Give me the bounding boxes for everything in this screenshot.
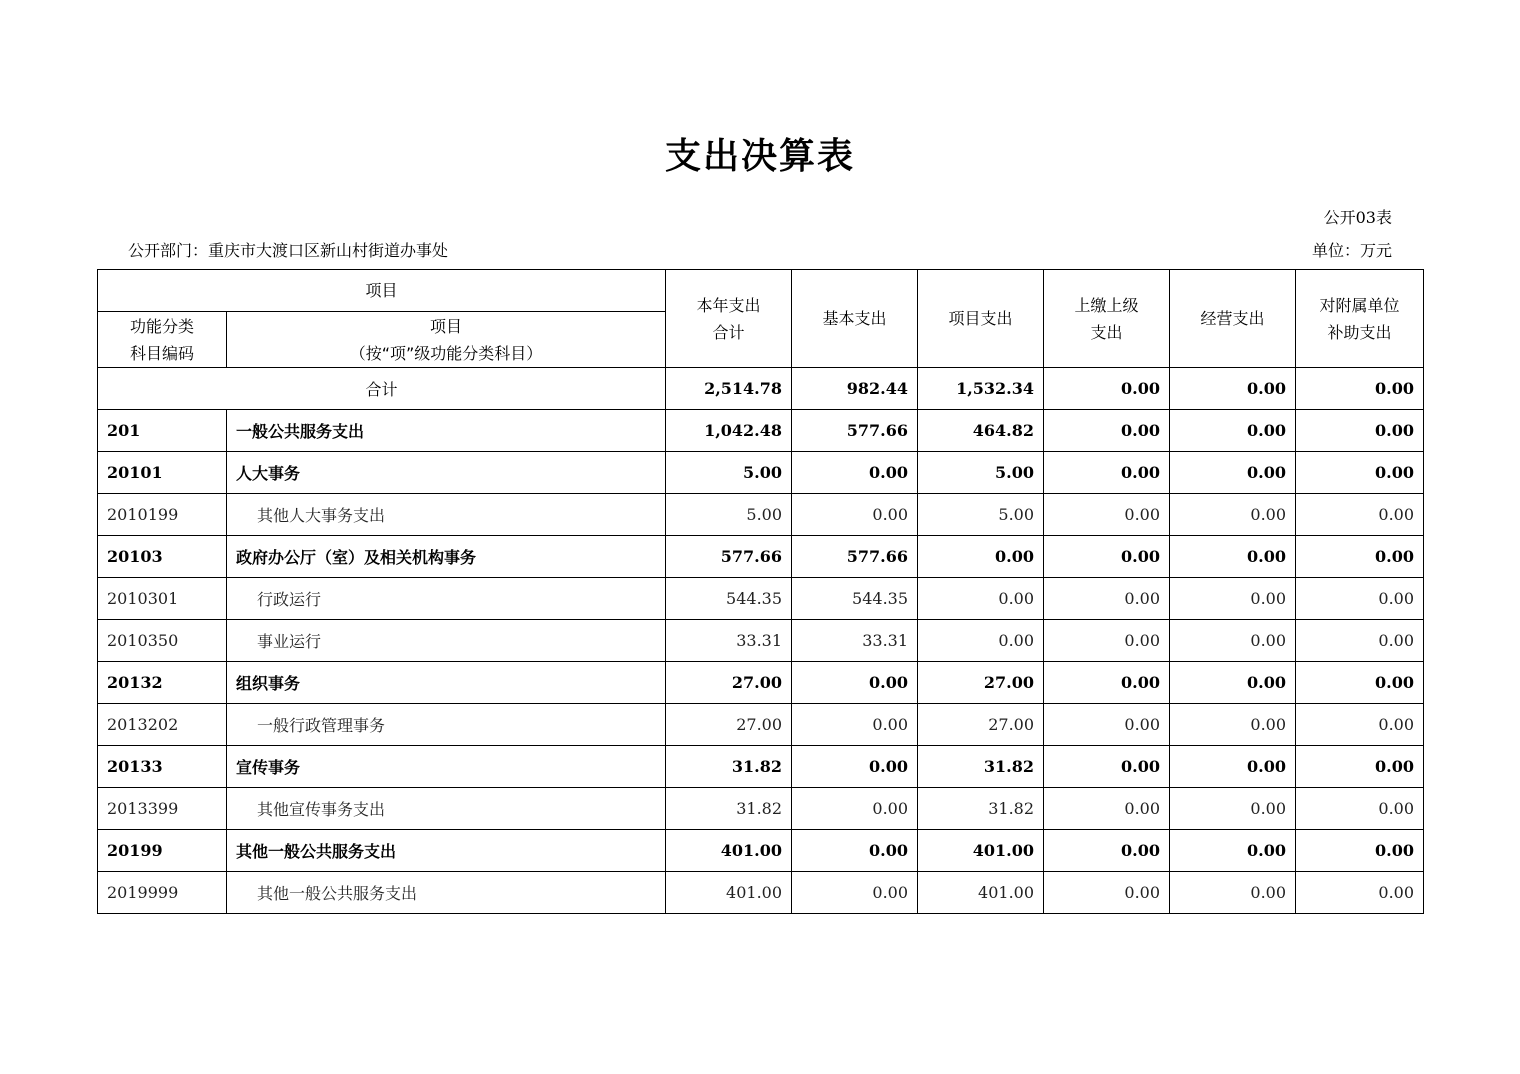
amount-cell: 31.82 bbox=[666, 746, 792, 788]
amount-cell: 27.00 bbox=[918, 662, 1044, 704]
amount-cell: 0.00 bbox=[1296, 830, 1424, 872]
amount-cell: 0.00 bbox=[1044, 746, 1170, 788]
amount-cell: 0.00 bbox=[792, 746, 918, 788]
amount-cell: 0.00 bbox=[1044, 830, 1170, 872]
amount-cell: 0.00 bbox=[1296, 662, 1424, 704]
department-label: 公开部门：重庆市大渡口区新山村街道办事处 bbox=[128, 241, 449, 260]
table-row bbox=[98, 620, 1424, 662]
amount-cell: 0.00 bbox=[1044, 620, 1170, 662]
subject-name: 其他一般公共服务支出 bbox=[227, 830, 666, 872]
amount-cell: 0.00 bbox=[1044, 662, 1170, 704]
amount-cell: 0.00 bbox=[1044, 536, 1170, 578]
subject-code: 20101 bbox=[98, 452, 227, 494]
amount-cell: 0.00 bbox=[918, 620, 1044, 662]
amount-cell: 27.00 bbox=[666, 662, 792, 704]
header-business: 经营支出 bbox=[1170, 270, 1296, 368]
form-number: 公开03表 bbox=[1323, 208, 1392, 227]
header-code: 功能分类 科目编码 bbox=[98, 312, 227, 368]
amount-cell: 0.00 bbox=[1044, 410, 1170, 452]
amount-cell: 0.00 bbox=[1296, 872, 1424, 914]
table-row bbox=[98, 662, 1424, 704]
subject-code: 20133 bbox=[98, 746, 227, 788]
subject-code: 20199 bbox=[98, 830, 227, 872]
amount-cell: 33.31 bbox=[666, 620, 792, 662]
amount-cell: 0.00 bbox=[1044, 704, 1170, 746]
amount-cell: 0.00 bbox=[1296, 704, 1424, 746]
amount-cell: 464.82 bbox=[918, 410, 1044, 452]
subject-code: 2019999 bbox=[98, 872, 227, 914]
amount-cell: 0.00 bbox=[1296, 410, 1424, 452]
amount-cell: 0.00 bbox=[1044, 578, 1170, 620]
amount-cell: 31.82 bbox=[918, 788, 1044, 830]
total-value: 0.00 bbox=[1170, 368, 1296, 410]
amount-cell: 31.82 bbox=[666, 788, 792, 830]
amount-cell: 0.00 bbox=[918, 536, 1044, 578]
amount-cell: 5.00 bbox=[918, 494, 1044, 536]
amount-cell: 0.00 bbox=[1170, 662, 1296, 704]
amount-cell: 0.00 bbox=[1044, 494, 1170, 536]
amount-cell: 0.00 bbox=[1170, 536, 1296, 578]
amount-cell: 31.82 bbox=[918, 746, 1044, 788]
amount-cell: 0.00 bbox=[792, 872, 918, 914]
subject-code: 20132 bbox=[98, 662, 227, 704]
subject-code: 2010350 bbox=[98, 620, 227, 662]
amount-cell: 401.00 bbox=[918, 872, 1044, 914]
amount-cell: 401.00 bbox=[666, 830, 792, 872]
total-value: 0.00 bbox=[1044, 368, 1170, 410]
table-row bbox=[98, 452, 1424, 494]
amount-cell: 1,042.48 bbox=[666, 410, 792, 452]
header-project: 项目 bbox=[98, 270, 666, 312]
total-row bbox=[98, 368, 1424, 410]
subject-code: 201 bbox=[98, 410, 227, 452]
amount-cell: 0.00 bbox=[1170, 410, 1296, 452]
amount-cell: 0.00 bbox=[1170, 830, 1296, 872]
amount-cell: 0.00 bbox=[1044, 872, 1170, 914]
amount-cell: 0.00 bbox=[792, 704, 918, 746]
table-row bbox=[98, 830, 1424, 872]
amount-cell: 0.00 bbox=[792, 830, 918, 872]
table-row bbox=[98, 494, 1424, 536]
subject-name: 政府办公厅（室）及相关机构事务 bbox=[227, 536, 666, 578]
amount-cell: 0.00 bbox=[1170, 452, 1296, 494]
header-basic: 基本支出 bbox=[792, 270, 918, 368]
subject-code: 2010301 bbox=[98, 578, 227, 620]
amount-cell: 0.00 bbox=[1170, 788, 1296, 830]
amount-cell: 5.00 bbox=[666, 452, 792, 494]
header-name: 项目 （按“项”级功能分类科目） bbox=[227, 312, 666, 368]
total-value: 0.00 bbox=[1296, 368, 1424, 410]
amount-cell: 0.00 bbox=[792, 788, 918, 830]
total-value: 982.44 bbox=[792, 368, 918, 410]
subject-name: 其他宣传事务支出 bbox=[227, 788, 666, 830]
amount-cell: 0.00 bbox=[792, 662, 918, 704]
amount-cell: 0.00 bbox=[1170, 746, 1296, 788]
amount-cell: 0.00 bbox=[1044, 788, 1170, 830]
subject-name: 组织事务 bbox=[227, 662, 666, 704]
amount-cell: 0.00 bbox=[1296, 746, 1424, 788]
table-row bbox=[98, 704, 1424, 746]
amount-cell: 544.35 bbox=[792, 578, 918, 620]
total-label: 合计 bbox=[98, 368, 666, 410]
amount-cell: 0.00 bbox=[1170, 620, 1296, 662]
amount-cell: 0.00 bbox=[792, 452, 918, 494]
amount-cell: 401.00 bbox=[666, 872, 792, 914]
page-title: 支出决算表 bbox=[664, 136, 855, 177]
table-row bbox=[98, 536, 1424, 578]
table-row bbox=[98, 410, 1424, 452]
amount-cell: 577.66 bbox=[792, 410, 918, 452]
amount-cell: 5.00 bbox=[918, 452, 1044, 494]
table-row bbox=[98, 578, 1424, 620]
subject-name: 事业运行 bbox=[227, 620, 666, 662]
header-upper: 上缴上级 支出 bbox=[1044, 270, 1170, 368]
amount-cell: 27.00 bbox=[666, 704, 792, 746]
header-subsidy: 对附属单位 补助支出 bbox=[1296, 270, 1424, 368]
header-total: 本年支出 合计 bbox=[666, 270, 792, 368]
total-value: 1,532.34 bbox=[918, 368, 1044, 410]
amount-cell: 0.00 bbox=[1296, 788, 1424, 830]
amount-cell: 0.00 bbox=[1296, 536, 1424, 578]
amount-cell: 5.00 bbox=[666, 494, 792, 536]
amount-cell: 577.66 bbox=[666, 536, 792, 578]
amount-cell: 0.00 bbox=[1170, 494, 1296, 536]
amount-cell: 0.00 bbox=[1296, 620, 1424, 662]
amount-cell: 401.00 bbox=[918, 830, 1044, 872]
subject-code: 20103 bbox=[98, 536, 227, 578]
amount-cell: 0.00 bbox=[1296, 452, 1424, 494]
subject-name: 一般公共服务支出 bbox=[227, 410, 666, 452]
amount-cell: 577.66 bbox=[792, 536, 918, 578]
subject-name: 人大事务 bbox=[227, 452, 666, 494]
subject-name: 宣传事务 bbox=[227, 746, 666, 788]
table-row bbox=[98, 746, 1424, 788]
amount-cell: 0.00 bbox=[1296, 578, 1424, 620]
subject-name: 其他人大事务支出 bbox=[227, 494, 666, 536]
unit-label: 单位：万元 bbox=[1311, 241, 1392, 260]
table-row bbox=[98, 788, 1424, 830]
total-value: 2,514.78 bbox=[666, 368, 792, 410]
subject-name: 一般行政管理事务 bbox=[227, 704, 666, 746]
amount-cell: 33.31 bbox=[792, 620, 918, 662]
subject-name: 行政运行 bbox=[227, 578, 666, 620]
expenditure-table bbox=[97, 269, 1424, 914]
subject-code: 2013399 bbox=[98, 788, 227, 830]
amount-cell: 0.00 bbox=[792, 494, 918, 536]
amount-cell: 0.00 bbox=[1296, 494, 1424, 536]
table-row bbox=[98, 872, 1424, 914]
amount-cell: 544.35 bbox=[666, 578, 792, 620]
amount-cell: 0.00 bbox=[1044, 452, 1170, 494]
subject-code: 2010199 bbox=[98, 494, 227, 536]
subject-name: 其他一般公共服务支出 bbox=[227, 872, 666, 914]
amount-cell: 0.00 bbox=[1170, 578, 1296, 620]
amount-cell: 27.00 bbox=[918, 704, 1044, 746]
amount-cell: 0.00 bbox=[1170, 872, 1296, 914]
subject-code: 2013202 bbox=[98, 704, 227, 746]
header-item: 项目支出 bbox=[918, 270, 1044, 368]
amount-cell: 0.00 bbox=[918, 578, 1044, 620]
amount-cell: 0.00 bbox=[1170, 704, 1296, 746]
